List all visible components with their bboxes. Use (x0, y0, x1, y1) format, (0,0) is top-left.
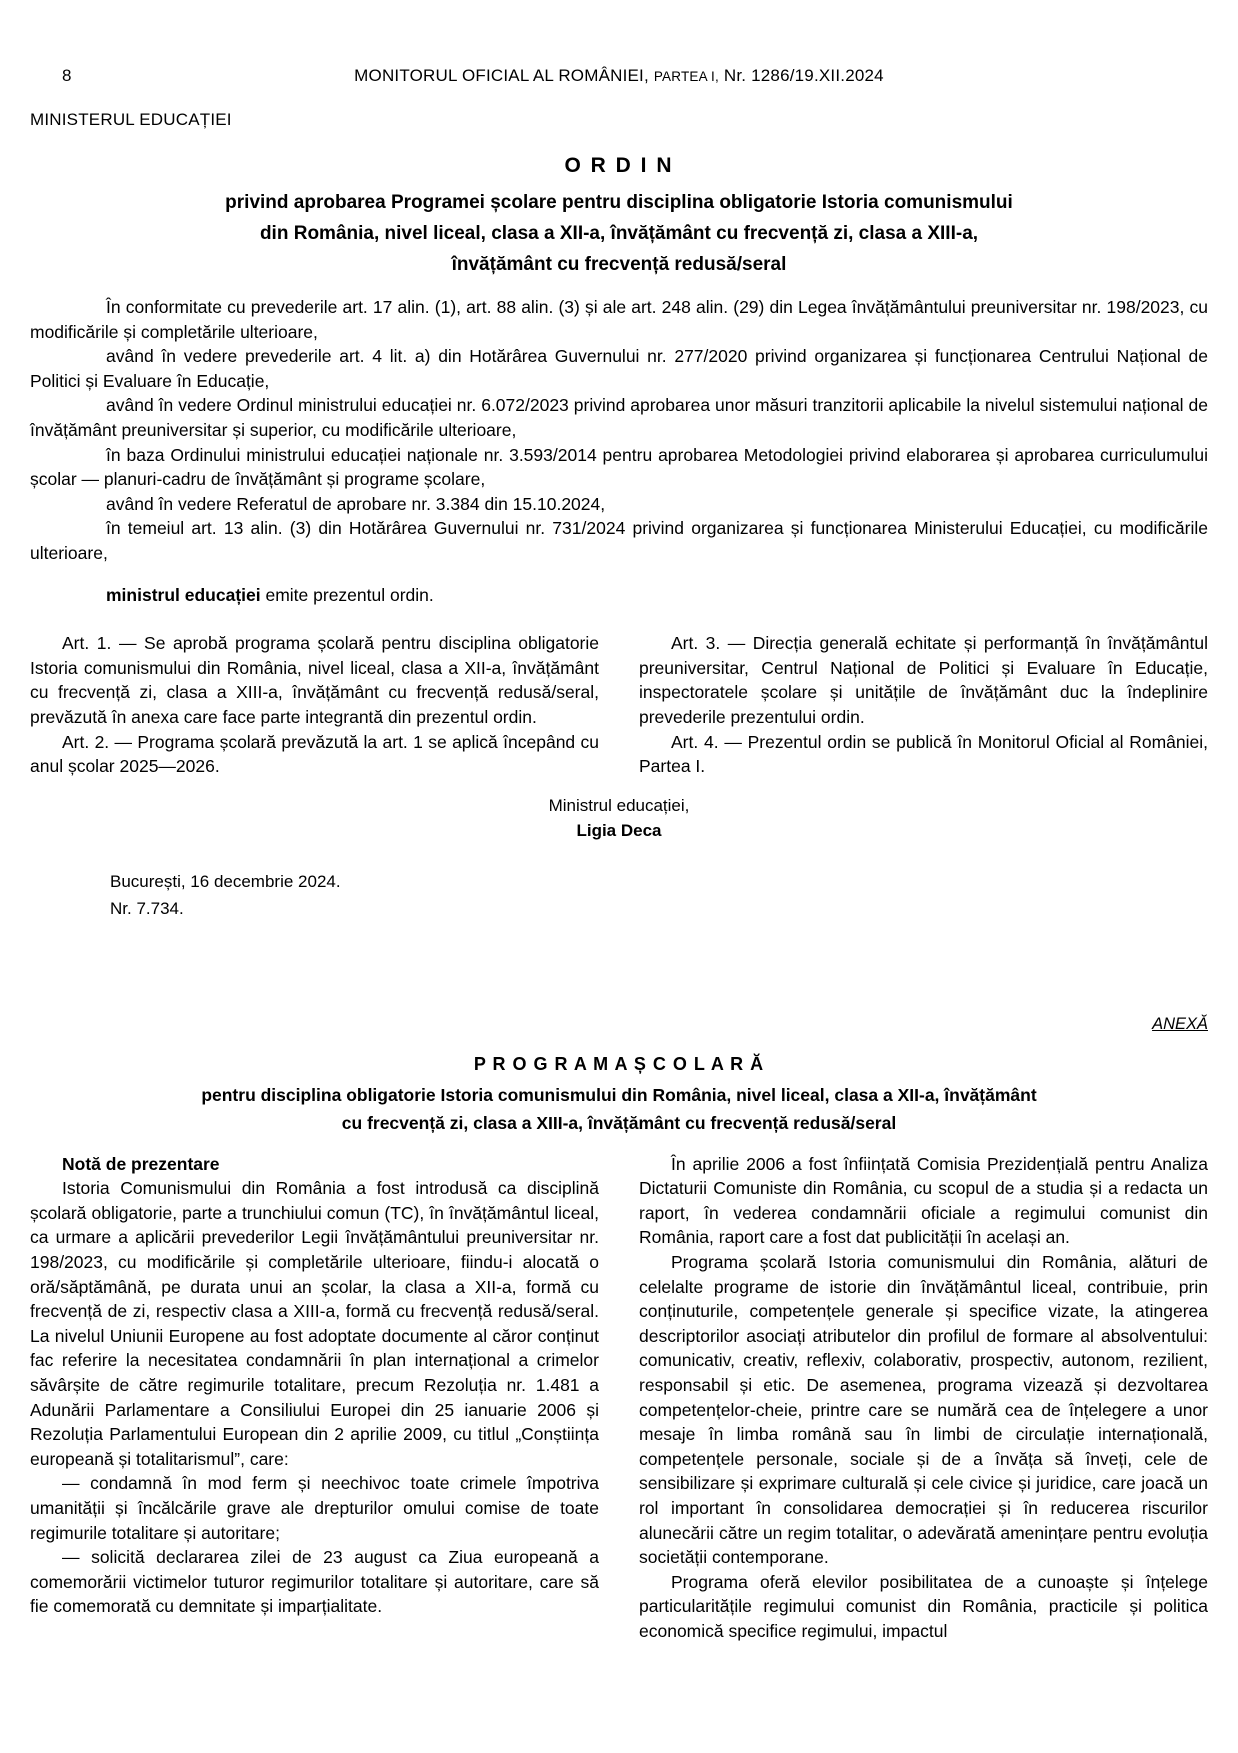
journal-title: MONITORUL OFICIAL AL ROMÂNIEI, (354, 66, 649, 85)
annex-left-column (30, 1152, 599, 1644)
enacting-issuer: ministrul educației (106, 584, 261, 605)
issue-info (110, 868, 1238, 922)
annex-label: ANEXĂ (1152, 1014, 1208, 1033)
order-subtitle-line: învățământ cu frecvență redusă/seral (451, 254, 787, 275)
annex-paragraph: Programa școlară Istoria comunismului din România, alături de celelalte programe de istorie din învățământul liceal, contribuie, prin conținuturile, competențele generale și specifice vizate, la atingerea descriptorilor asociați atributelor din profilul de formare al absolventului: comunicativ, creativ, reflexiv, colaborativ, prospectiv, autonom, rezilient, responsabil și etic. De asemenea, programa vizează și dezvoltarea competențelor-cheie, printre care se numără cea de înțelegere a unor mesaje în limba română sau în limbi de circulație internațională, competențele personale, sociale și de a învăța să înveți, cele de sensibilizare și exprimare culturală și cele civice și juridice, care joacă un rol important în consolidarea democrației și în reducerea riscurilor alunecării către un regim totalitar, o adevărată amenințare pentru evoluția societății contemporane. (639, 1252, 1208, 1568)
annex-subtitle-line: pentru disciplina obligatorie Istoria comunismului din România, nivel liceal, clasa a XII-a, învățământ (201, 1084, 1037, 1105)
order-subtitle-line: din România, nivel liceal, clasa a XII-a, învățământ cu frecvență zi, clasa a XIII-a, (259, 223, 979, 244)
journal-part: PARTEA I, (653, 69, 719, 84)
issue-number: Nr. 7.734. (110, 898, 184, 918)
preamble-paragraph: În conformitate cu prevederile art. 17 alin. (1), art. 88 alin. (3) și ale art. 248 alin. (29) din Legea învățământului preuniversitar nr. 198/2023, cu modificările și completările ulterioare, (30, 297, 1208, 342)
annex-subtitle-line: cu frecvență zi, clasa a XIII-a, învățământ cu frecvență redusă/seral (341, 1112, 897, 1133)
signature-name: Ligia Deca (576, 820, 662, 840)
articles-left-column (30, 631, 599, 779)
preamble-paragraph: în baza Ordinului ministrului educației naționale nr. 3.593/2014 pentru aprobarea Metodologiei privind elaborarea și aprobarea curriculumului școlar — planuri-cadru de învățământ și programe școlare, (30, 444, 1208, 490)
preamble-paragraph: având în vedere prevederile art. 4 lit. a) din Hotărârea Guvernului nr. 277/2020 privind organizarea și funcționarea Centrului Național de Politici și Evaluare în Educație, (30, 346, 1208, 391)
annex-title: P R O G R A M A Ș C O L A R Ă (473, 1053, 765, 1074)
article-1: Art. 1. — Se aprobă programa școlară pentru disciplina obligatorie Istoria comunismului din România, nivel liceal, clasa a XII-a, învățământ cu frecvență zi, clasa a XIII-a, învățământ cu frecvență redusă/seral, prevăzută în anexa care face parte integrantă din prezentul ordin. (30, 633, 599, 727)
signature-role: Ministrul educației, (548, 795, 690, 815)
annex-body (30, 1152, 1208, 1644)
journal-header (30, 66, 1208, 86)
articles-right-column (639, 631, 1208, 779)
annex-right-column (639, 1152, 1208, 1644)
ministry-name: MINISTERUL EDUCAȚIEI (30, 110, 232, 129)
annex-paragraph: Istoria Comunismului din România a fost introdusă ca disciplină școlară obligatorie, parte a trunchiului comun (TC), în învățământul liceal, ca urmare a aplicării prevederilor Legii învățământului preuniversitar nr. 198/2023, cu modificările și completările ulterioare, fiindu-i alocată o oră/săptămână, pe durata unui an școlar, la clasa a XII-a, formă cu frecvență de zi, respectiv clasa a XIII-a, formă cu frecvență redusă/seral. La nivelul Uniunii Europene au fost adoptate documente al căror conținut fac referire la necesitatea condamnării în plan internațional a crimelor săvârșite de către regimurile totalitare, precum Rezoluția nr. 1.481 a Adunării Parlamentare a Consiliului Europei din 25 ianuarie 2006 și Rezoluția Parlamentului European din 2 aprilie 2009, cu titlul „Conștiința europeană și totalitarismul”, care: (30, 1178, 599, 1469)
annex-subtitle (0, 1081, 1238, 1137)
order-subtitle (0, 187, 1238, 280)
preamble (30, 295, 1208, 566)
order-title: O R D I N (564, 154, 674, 177)
article-4: Art. 4. — Prezentul ordin se publică în Monitorul Oficial al României, Partea I. (639, 731, 1208, 777)
annex-list-item: — solicită declararea zilei de 23 august ca Ziua europeană a comemorării victimelor tuturor regimurilor totalitare și autoritare, care să fie comemorată cu demnitate și imparțialitate. (30, 1547, 599, 1617)
running-header (30, 0, 1208, 86)
preamble-paragraph: în temeiul art. 13 alin. (3) din Hotărârea Guvernului nr. 731/2024 privind organizarea și funcționarea Ministerului Educației, cu modificările ulterioare, (30, 518, 1208, 563)
articles-section (30, 631, 1208, 779)
enacting-text: emite prezentul ordin. (260, 584, 434, 605)
page-number: 8 (62, 66, 72, 85)
annex-list-item: — condamnă în mod ferm și neechivoc toate crimele împotriva umanității și încălcările grave ale drepturilor omului comise de toate regimurile totalitare și autoritare; (30, 1473, 599, 1543)
signature-block (0, 793, 1238, 843)
annex-paragraph: În aprilie 2006 a fost înființată Comisia Prezidențială pentru Analiza Dictaturii Comuniste din România, cu scopul de a studia și a redacta un raport, în vederea condamnării oficiale a regimului comunist din România, raport care a fost dat publicității în același an. (639, 1153, 1208, 1248)
journal-issue: Nr. 1286/19.XII.2024 (723, 66, 884, 85)
article-2: Art. 2. — Programa școlară prevăzută la art. 1 se aplică începând cu anul școlar 2025—2026. (30, 731, 599, 777)
preamble-paragraph: având în vedere Referatul de aprobare nr. 3.384 din 15.10.2024, (106, 493, 606, 514)
order-subtitle-line: privind aprobarea Programei școlare pentru disciplina obligatorie Istoria comunismului (225, 192, 1013, 213)
article-3: Art. 3. — Direcția generală echitate și performanță în învățământul preuniversitar, Centrul Național de Politici și Evaluare în Educație, inspectoratele școlare și unitățile de învățământ duc la îndeplinire prevederile prezentului ordin. (639, 633, 1208, 727)
preamble-paragraph: având în vedere Ordinul ministrului educației nr. 6.072/2023 privind aprobarea unor măsuri tranzitorii aplicabile la nivelul sistemului național de învățământ preuniversitar și superior, cu modificările ulterioare, (30, 395, 1208, 440)
note-heading: Notă de prezentare (62, 1153, 220, 1174)
enacting-clause (30, 583, 1208, 608)
issue-place-date: București, 16 decembrie 2024. (110, 871, 341, 891)
annex-paragraph: Programa oferă elevilor posibilitatea de a cunoaște și înțelege particularitățile regimului comunist din România, practicile și politica economică specifice regimului, impactul (639, 1571, 1208, 1641)
